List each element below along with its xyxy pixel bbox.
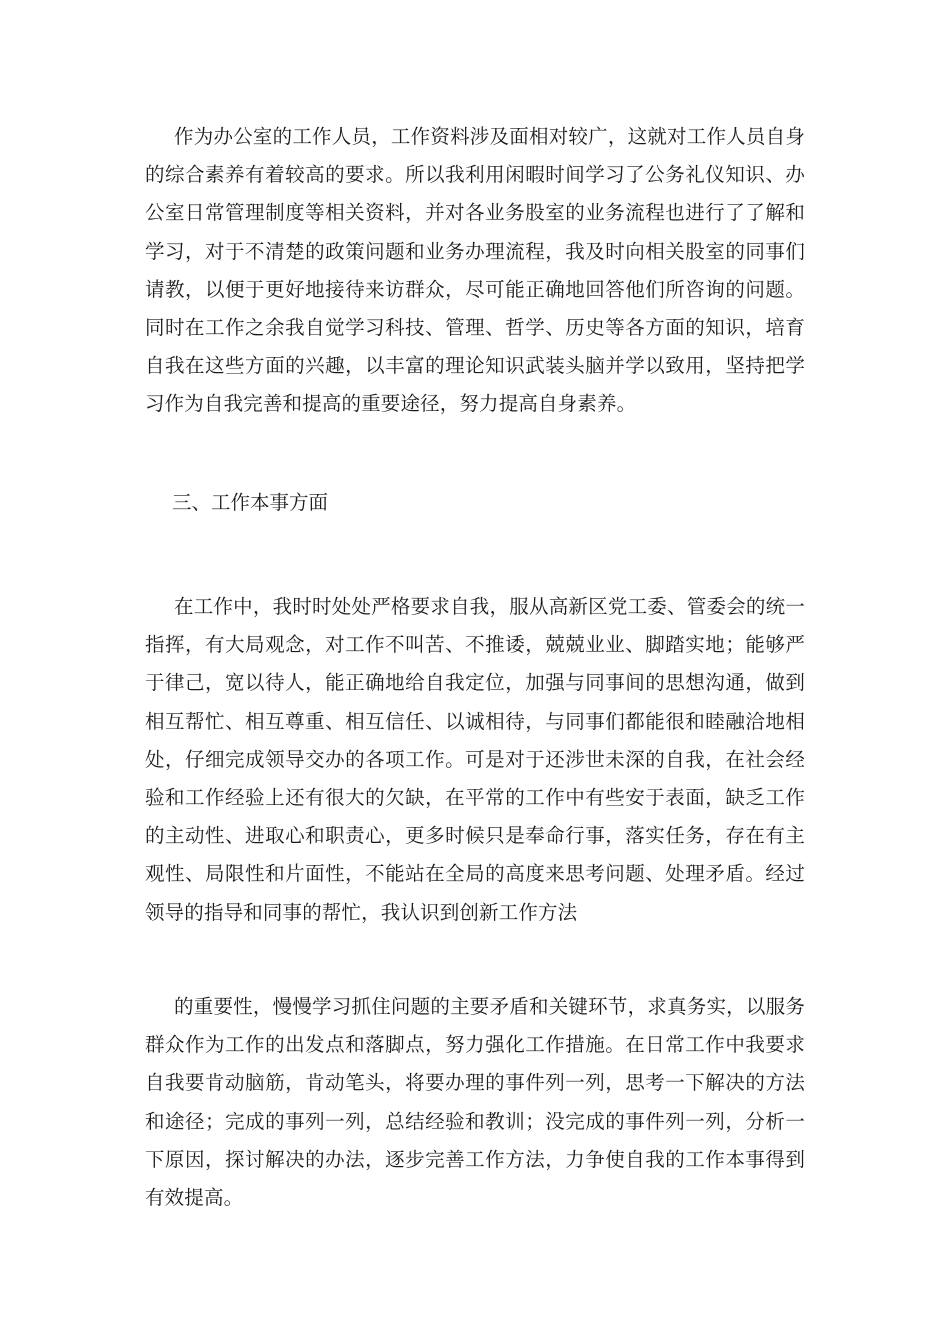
body-paragraph: 在工作中，我时时处处严格要求自我，服从高新区党工委、管委会的统一指挥，有大局观念，对工作不叫苦、不推诿，兢兢业业、脚踏实地；能够严于律己，宽以待人，能正确地给自我定位，加强与同事间的思想沟通，做到相互帮忙、相互尊重、相互信任、以诚相待，与同事们都能很和睦融洽地相处，仔细完成领导交办的各项工作。可是对于还涉世未深的自我，在社会经验和工作经验上还有很大的欠缺，在平常的工作中有些安于表面，缺乏工作的主动性、进取心和职责心，更多时候只是奉命行事，落实任务，存在有主观性、局限性和片面性，不能站在全局的高度来思考问题、处理矛盾。经过领导的指导和同事的帮忙，我认识到创新工作方法 — [145, 595, 805, 924]
body-paragraph: 的重要性，慢慢学习抓住问题的主要矛盾和关键环节，求真务实，以服务群众作为工作的出发点和落脚点，努力强化工作措施。在日常工作中我要求自我要肯动脑筋，肯动笔头，将要办理的事件列一列，思考一下解决的方法和途径；完成的事列一列，总结经验和教训；没完成的事件列一列，分析一下原因，探讨解决的办法，逐步完善工作方法，力争使自我的工作本事得到有效提高。 — [145, 995, 805, 1210]
body-paragraph: 作为办公室的工作人员，工作资料涉及面相对较广，这就对工作人员自身的综合素养有着较高的要求。所以我利用闲暇时间学习了公务礼仪知识、办公室日常管理制度等相关资料，并对各业务股室的业务流程也进行了了解和学习，对于不清楚的政策问题和业务办理流程，我及时向相关股室的同事们请教，以便于更好地接待来访群众，尽可能正确地回答他们所咨询的问题。同时在工作之余我自觉学习科技、管理、哲学、历史等各方面的知识，培育自我在这些方面的兴趣，以丰富的理论知识武装头脑并学以致用，坚持把学习作为自我完善和提高的重要途径，努力提高自身素养。 — [145, 125, 805, 416]
section-heading: 三、工作本事方面 — [172, 491, 329, 514]
